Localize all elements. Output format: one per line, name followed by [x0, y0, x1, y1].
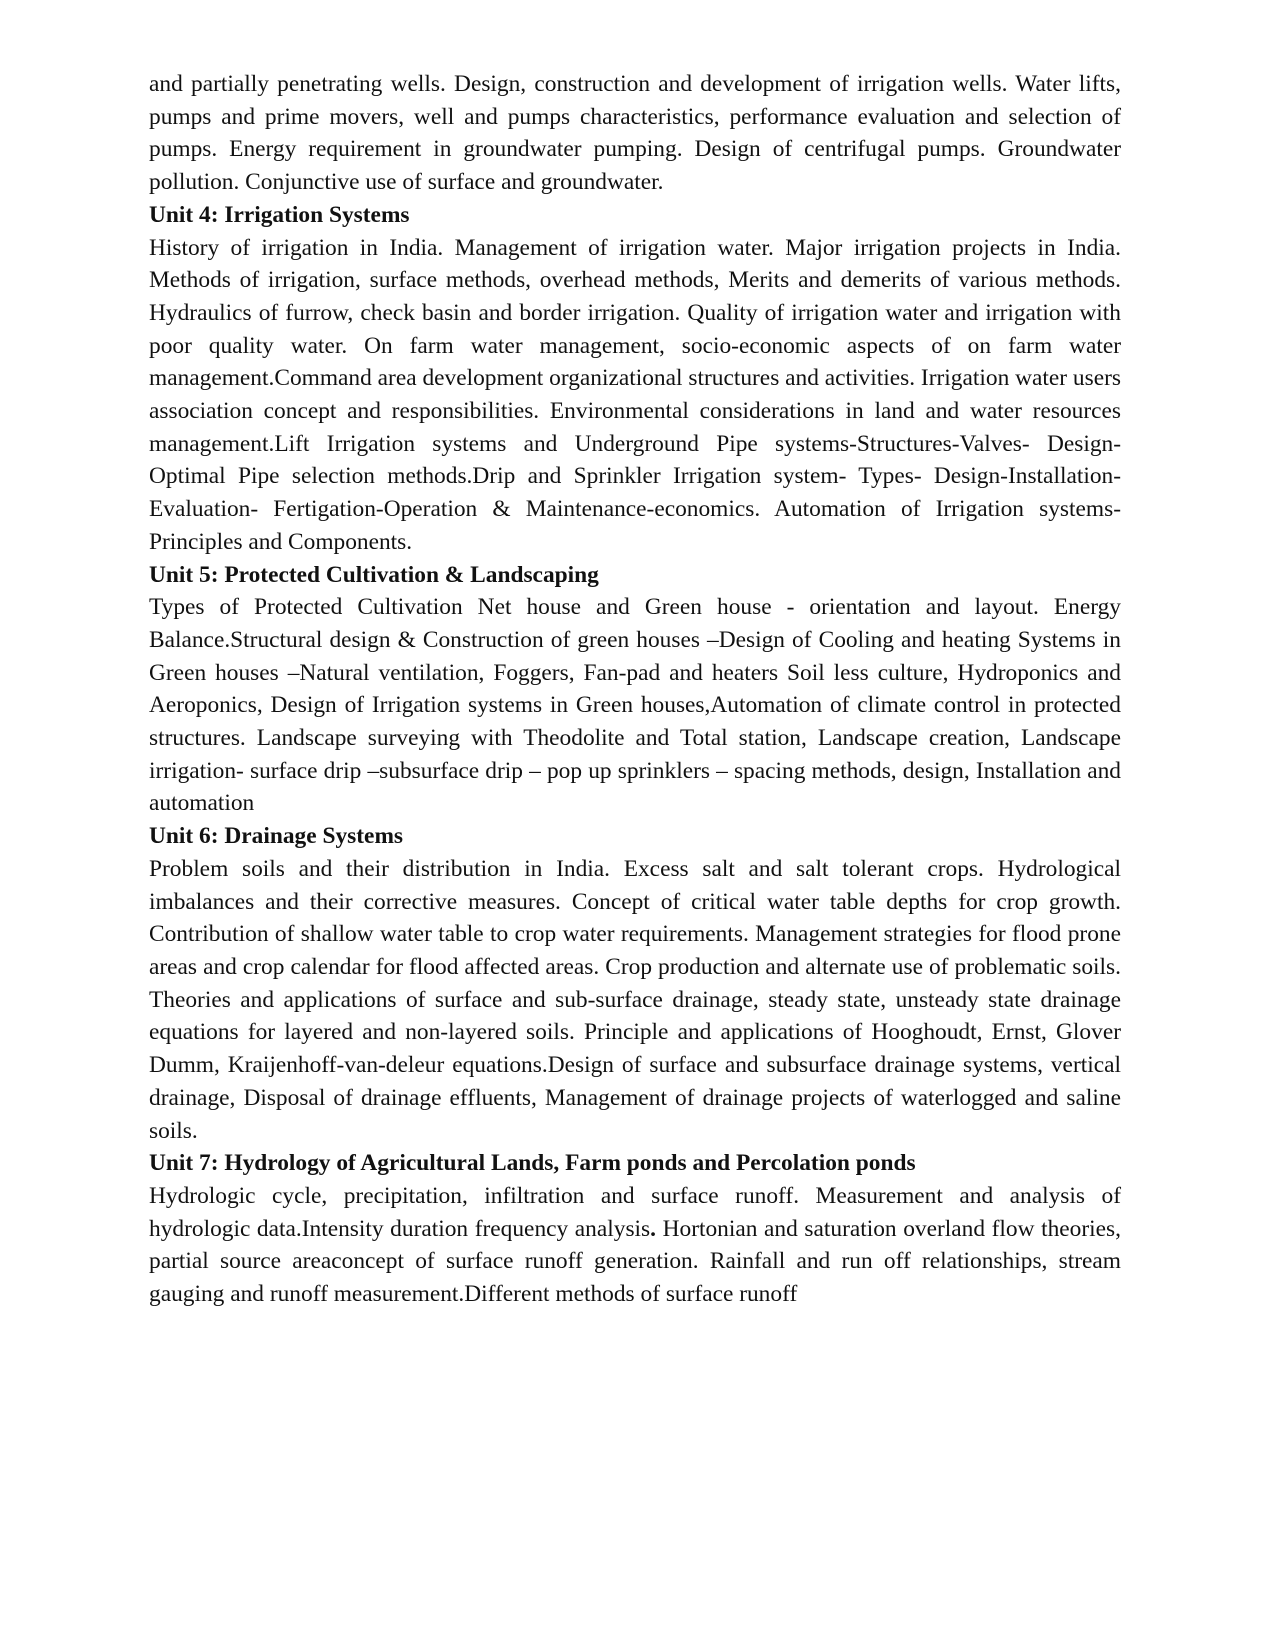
unit-5-heading: Unit 5: Protected Cultivation & Landscaping — [149, 561, 599, 588]
unit-6-heading: Unit 6: Drainage Systems — [149, 823, 404, 850]
unit-7-body-part-1: Hydrologic cycle, precipitation, infiltration and surface runoff. Measurement and analysis of hydrologic data.Intensity duration frequency analysis — [149, 1182, 1121, 1242]
unit-7-body-bold-period: . — [650, 1215, 657, 1242]
unit-6-body: Problem soils and their distribution in India. Excess salt and salt tolerant crops. Hydrological imbalances and their corrective measures. Concept of critical water table depths for crop growth. Contribution of shallow water table to crop water requirements. Management strategies for flood prone areas and crop calendar for flood affected areas. Crop production and alternate use of problematic soils. Theories and applications of surface and sub-surface drainage, steady state, unsteady state drainage equations for layered and non-layered soils. Principle and applications of Hooghoudt, Ernst, Glover Dumm, Kraijenhoff-van-deleur equations.Design of surface and subsurface drainage systems, vertical drainage, Disposal of drainage effluents, Management of drainage projects of waterlogged and saline soils. — [149, 855, 1121, 1144]
unit-4-body: History of irrigation in India. Management of irrigation water. Major irrigation projects in India. Methods of irrigation, surface methods, overhead methods, Merits and demerits of various methods. Hydraulics of furrow, check basin and border irrigation. Quality of irrigation water and irrigation with poor quality water. On farm water management, socio-economic aspects of on farm water management.Command area development organizational structures and activities. Irrigation water users association concept and responsibilities. Environmental considerations in land and water resources management.Lift Irrigation systems and Underground Pipe systems-Structures-Valves- Design- Optimal Pipe selection methods.Drip and Sprinkler Irrigation system- Types- Design-Installation-Evaluation- Fertigation-Operation & Maintenance-economics. Automation of Irrigation systems-Principles and Components. — [149, 234, 1121, 555]
unit-7-body — [149, 1180, 1121, 1311]
unit-5-body: Types of Protected Cultivation Net house and Green house - orientation and layout. Energy Balance.Structural design & Construction of green houses –Design of Cooling and heating Systems in Green houses –Natural ventilation, Foggers, Fan-pad and heaters Soil less culture, Hydroponics and Aeroponics, Design of Irrigation systems in Green houses,Automation of climate control in protected structures. Landscape surveying with Theodolite and Total station, Landscape creation, Landscape irrigation- surface drip –subsurface drip – pop up sprinklers – spacing methods, design, Installation and automation — [149, 594, 1121, 817]
unit-4-heading: Unit 4: Irrigation Systems — [149, 201, 410, 228]
unit-7-body-part-2: Hortonian and saturation overland flow theories, partial source areaconcept of surface runoff generation. Rainfall and run off relationships, stream gauging and runoff measurement.Different methods of surface runoff — [149, 1215, 1121, 1308]
document-page — [149, 68, 1121, 1311]
unit-7-heading: Unit 7: Hydrology of Agricultural Lands, Farm ponds and Percolation ponds — [149, 1150, 916, 1177]
intro-paragraph: and partially penetrating wells. Design, construction and development of irrigation wells. Water lifts, pumps and prime movers, well and pumps characteristics, performance evaluation and selection of pumps. Energy requirement in groundwater pumping. Design of centrifugal pumps. Groundwater pollution. Conjunctive use of surface and groundwater. — [149, 71, 1121, 196]
